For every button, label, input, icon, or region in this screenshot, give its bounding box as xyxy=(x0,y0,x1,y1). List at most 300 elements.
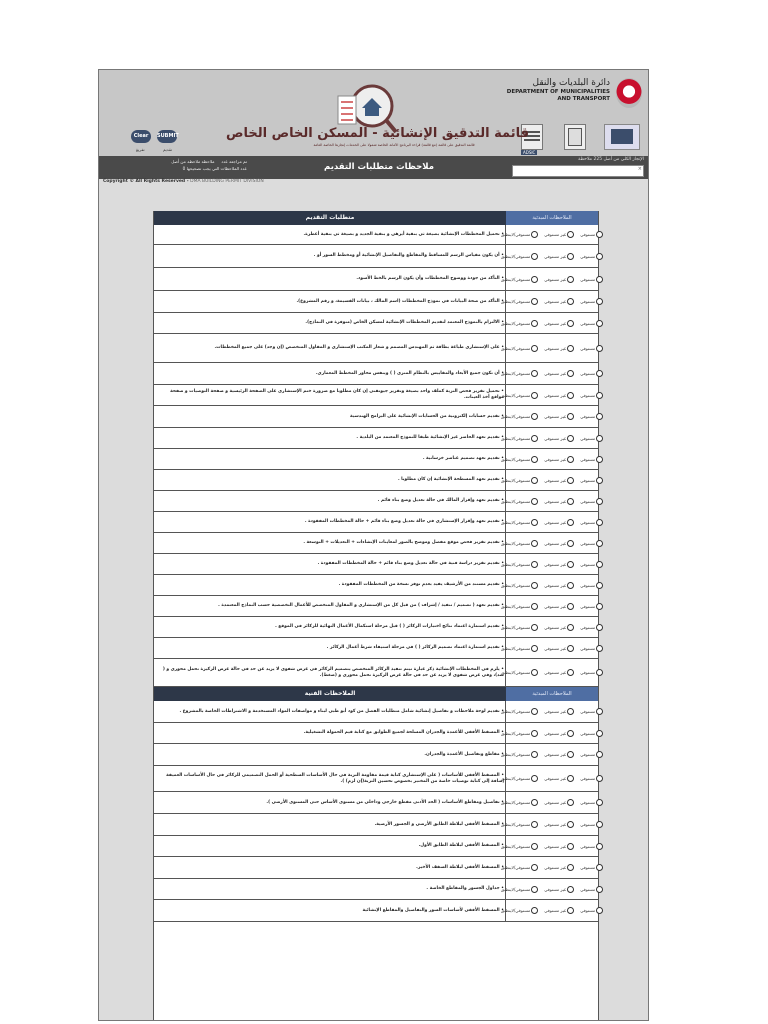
clear-label: تفريغ xyxy=(136,147,145,152)
checklist-row xyxy=(154,766,598,792)
requirement-text: • أن تكون جميع الأبعاد والمقاييس بالنظام المتري ( ) وبنفس محاور المخطط المعماري. xyxy=(315,370,504,376)
radio-icon[interactable] xyxy=(567,775,574,782)
noncompliant-radio[interactable] xyxy=(544,864,574,871)
checklist-row xyxy=(154,533,598,554)
compliant-radio[interactable] xyxy=(580,751,603,758)
noncompliant-radio[interactable] xyxy=(544,253,574,260)
radio-icon[interactable] xyxy=(531,370,538,377)
noncompliant-radio[interactable] xyxy=(544,751,574,758)
radio-icon[interactable] xyxy=(596,540,603,547)
radio-label: غير مستوفي xyxy=(544,730,567,736)
radio-icon[interactable] xyxy=(596,669,603,676)
na-radio[interactable] xyxy=(501,561,538,568)
radio-icon[interactable] xyxy=(531,624,538,631)
noncompliant-radio[interactable] xyxy=(544,775,574,782)
compliant-radio[interactable] xyxy=(580,730,603,737)
radio-label: مستوفي/لاينطبق xyxy=(500,865,531,870)
compliant-radio[interactable] xyxy=(580,603,603,610)
files-icon[interactable] xyxy=(564,124,586,150)
radio-icon[interactable] xyxy=(596,392,603,399)
status-options xyxy=(500,659,598,686)
radio-icon[interactable] xyxy=(567,345,574,352)
radio-label: غير مستوفي xyxy=(544,392,567,398)
review-summary xyxy=(102,158,247,172)
checklist-row xyxy=(154,291,598,313)
compliant-radio[interactable] xyxy=(580,561,603,568)
na-radio[interactable] xyxy=(501,456,538,463)
radio-icon[interactable] xyxy=(596,345,603,352)
na-radio[interactable] xyxy=(501,708,538,715)
checklist-row xyxy=(154,900,598,922)
radio-icon[interactable] xyxy=(596,708,603,715)
radio-icon[interactable] xyxy=(531,775,538,782)
na-radio[interactable] xyxy=(501,498,538,505)
radio-icon[interactable] xyxy=(567,821,574,828)
checklist-row xyxy=(154,406,598,428)
radio-icon[interactable] xyxy=(567,582,574,589)
radio-icon[interactable] xyxy=(531,864,538,871)
compliant-radio[interactable] xyxy=(580,320,603,327)
na-radio[interactable] xyxy=(501,751,538,758)
compliant-radio[interactable] xyxy=(580,519,603,526)
compliant-radio[interactable] xyxy=(580,540,603,547)
compliant-radio[interactable] xyxy=(580,886,603,893)
status-options xyxy=(500,533,598,553)
submit-label: تقديم xyxy=(163,147,173,152)
radio-icon[interactable] xyxy=(531,477,538,484)
progress-bar xyxy=(99,156,648,179)
compliant-radio[interactable] xyxy=(580,645,603,652)
compliant-radio[interactable] xyxy=(580,843,603,850)
radio-label: مستوفي/لاينطبق xyxy=(500,371,531,376)
radio-label: مستوفي/لاينطبق xyxy=(500,540,531,546)
radio-icon[interactable] xyxy=(596,370,603,377)
radio-icon[interactable] xyxy=(531,435,538,442)
radio-icon[interactable] xyxy=(596,624,603,631)
radio-label: غير مستوفي xyxy=(544,414,567,419)
radio-icon[interactable] xyxy=(567,413,574,420)
radio-icon[interactable] xyxy=(567,298,574,305)
status-options xyxy=(500,836,598,856)
radio-icon[interactable] xyxy=(531,456,538,463)
compliant-radio[interactable] xyxy=(580,864,603,871)
copyright-notice xyxy=(103,179,264,184)
radio-icon[interactable] xyxy=(531,392,538,399)
checklist-row xyxy=(154,575,598,596)
radio-icon[interactable] xyxy=(531,561,538,568)
radio-label: مستوفي xyxy=(580,561,596,567)
radio-icon[interactable] xyxy=(531,645,538,652)
na-radio[interactable] xyxy=(501,345,538,352)
radio-icon[interactable] xyxy=(567,231,574,238)
noncompliant-radio[interactable] xyxy=(544,730,574,737)
radio-label: غير مستوفي xyxy=(544,498,567,504)
requirement-text: • تفاصيل ومقاطع الأساسات ( الحد الأدنى مقطع خارجي وداخلي من مستوى الأساس حتى المستوى الأرضي ). xyxy=(266,799,504,805)
section-title: الملاحظات الفنية xyxy=(304,690,356,697)
status-options xyxy=(500,470,598,490)
radio-label: غير مستوفي xyxy=(544,800,567,805)
checklist-row xyxy=(154,470,598,491)
radio-label: مستوفي/لاينطبق xyxy=(500,299,531,304)
compliant-radio[interactable] xyxy=(580,298,603,305)
radio-label: مستوفي xyxy=(580,232,596,237)
radio-label: مستوفي xyxy=(580,414,596,419)
copyright-division: DMA BUILDING PERMIT DIVISION xyxy=(190,179,264,184)
na-radio[interactable] xyxy=(501,843,538,850)
status-column-header: الملاحظات المبدئية xyxy=(506,687,598,701)
noncompliant-radio[interactable] xyxy=(544,320,574,327)
radio-icon[interactable] xyxy=(531,413,538,420)
form-subtitle: قائمة التدقيق على قائمة (مع قائمة) قراءة البرنامج الأمانة الخاصة شمولا على الخدمات إنجازها الخاصة العامة xyxy=(313,143,475,147)
radio-icon[interactable] xyxy=(567,370,574,377)
checklist-row xyxy=(154,879,598,900)
radio-icon[interactable] xyxy=(596,320,603,327)
requirement-text: • أن يكون مقياس الرسم للمساقط والمقاطع والتفاصيل الإنشائية أو ومخطط السور أو . xyxy=(313,253,504,258)
na-radio[interactable] xyxy=(501,298,538,305)
radio-icon[interactable] xyxy=(567,519,574,526)
radio-icon[interactable] xyxy=(567,843,574,850)
na-radio[interactable] xyxy=(501,603,538,610)
noncompliant-radio[interactable] xyxy=(544,886,574,893)
radio-label: مستوفي/لاينطبق xyxy=(500,603,531,609)
na-radio[interactable] xyxy=(501,821,538,828)
na-radio[interactable] xyxy=(501,624,538,631)
requirement-text: • على الإستشاري طباعة بطاقة ثم المهندس المصمم و شعار المكتب الإستشاري و المقاول المتخصص (إن وجد) على جميع المخططات. xyxy=(214,345,504,350)
org-name-en-line2: AND TRANSPORT xyxy=(557,96,610,102)
radio-icon[interactable] xyxy=(567,498,574,505)
radio-icon[interactable] xyxy=(531,276,538,283)
checklist-form-page xyxy=(98,69,649,1021)
checklist-row xyxy=(154,744,598,766)
radio-icon[interactable] xyxy=(531,843,538,850)
radio-icon[interactable] xyxy=(567,603,574,610)
na-radio[interactable] xyxy=(501,413,538,420)
radio-label: مستوفي/لاينطبق xyxy=(500,320,531,326)
radio-icon[interactable] xyxy=(531,669,538,676)
noncompliant-radio[interactable] xyxy=(544,540,574,547)
requirement-text: • تقديم تعهد تصميم عناصر خرسانية . xyxy=(422,456,504,461)
requirement-text: • تقديم استمارة اعتماد تصميم الركائز ( ) في مرحلة استيفاء شرط أعمال الركائز . xyxy=(326,645,504,650)
radio-icon[interactable] xyxy=(567,624,574,631)
status-options xyxy=(500,766,598,791)
checklist-row xyxy=(154,554,598,575)
radio-label: غير مستوفي xyxy=(544,561,567,567)
noncompliant-radio[interactable] xyxy=(544,370,574,377)
compliant-radio[interactable] xyxy=(580,413,603,420)
radio-icon[interactable] xyxy=(596,864,603,871)
radio-icon[interactable] xyxy=(596,843,603,850)
radio-label: مستوفي xyxy=(580,345,596,351)
radio-label: غير مستوفي xyxy=(544,435,567,441)
submit-button[interactable]: SUBMIT xyxy=(157,130,177,143)
na-radio[interactable] xyxy=(501,435,538,442)
compliant-radio[interactable] xyxy=(580,345,603,352)
compliant-radio[interactable] xyxy=(580,392,603,399)
noncompliant-radio[interactable] xyxy=(544,498,574,505)
radio-icon[interactable] xyxy=(531,603,538,610)
radio-icon[interactable] xyxy=(567,320,574,327)
compliant-radio[interactable] xyxy=(580,477,603,484)
status-options xyxy=(500,792,598,813)
status-options xyxy=(500,638,598,658)
status-options xyxy=(500,723,598,743)
radio-icon[interactable] xyxy=(567,886,574,893)
noncompliant-radio[interactable] xyxy=(544,645,574,652)
requirement-text: • تقديم استمارة اعتماد نتائج اختبارات الركائز ( ) قبل مرحلة استكمال الأعمال النهائية للركائز في الموقع . xyxy=(275,624,504,629)
na-radio[interactable] xyxy=(501,864,538,871)
noncompliant-radio[interactable] xyxy=(544,435,574,442)
na-radio[interactable] xyxy=(501,645,538,652)
radio-label: غير مستوفي xyxy=(544,299,567,304)
radio-icon[interactable] xyxy=(531,886,538,893)
radio-icon[interactable] xyxy=(567,708,574,715)
radio-label: غير مستوفي xyxy=(544,908,567,913)
noncompliant-radio[interactable] xyxy=(544,456,574,463)
compliant-radio[interactable] xyxy=(580,370,603,377)
status-options xyxy=(500,406,598,427)
radio-label: مستوفي/لاينطبق xyxy=(500,800,531,805)
radio-icon[interactable] xyxy=(596,886,603,893)
radio-icon[interactable] xyxy=(596,799,603,806)
radio-icon[interactable] xyxy=(596,231,603,238)
radio-label: مستوفي xyxy=(580,456,596,462)
radio-icon[interactable] xyxy=(531,253,538,260)
completion-field[interactable] xyxy=(512,165,644,177)
radio-icon[interactable] xyxy=(596,561,603,568)
checklist-row xyxy=(154,245,598,268)
na-radio[interactable] xyxy=(501,370,538,377)
radio-label: مستوفي xyxy=(580,886,596,892)
radio-icon[interactable] xyxy=(596,253,603,260)
noncompliant-radio[interactable] xyxy=(544,603,574,610)
radio-icon[interactable] xyxy=(531,751,538,758)
radio-label: غير مستوفي xyxy=(544,645,567,651)
noncompliant-radio[interactable] xyxy=(544,519,574,526)
radio-icon[interactable] xyxy=(596,645,603,652)
status-options xyxy=(500,814,598,835)
radio-icon[interactable] xyxy=(567,540,574,547)
radio-icon[interactable] xyxy=(531,907,538,914)
radio-icon[interactable] xyxy=(531,821,538,828)
radio-icon[interactable] xyxy=(567,477,574,484)
noncompliant-radio[interactable] xyxy=(544,624,574,631)
form-title: قائمة التدقيق الإنشائية - المسكن الخاص الخاص xyxy=(225,126,529,141)
radio-icon[interactable] xyxy=(567,669,574,676)
radio-icon[interactable] xyxy=(567,864,574,871)
radio-label: مستوفي/لاينطبق xyxy=(500,456,531,462)
requirement-text: • المسقط الأفقي للأساسات ( على الإستشاري كتابة قيمة مقاومة التربة في حال الأساسات السطحية أو الحمل التصميمي للركائز في حال الأساسات العميقة إضافة إلى كتابة توصيات خاصة من المختبر بخصوص تحسين التربة(إن لزم) ). xyxy=(166,772,504,784)
requirement-text: • المسقط الأفقي للأعمدة والجدران المسلحة لجميع الطوابق مع كتابة قيم الحمولة التشغيلية. xyxy=(303,730,504,735)
noncompliant-radio[interactable] xyxy=(544,821,574,828)
radio-label: غير مستوفي xyxy=(544,776,567,781)
radio-icon[interactable] xyxy=(531,708,538,715)
noncompliant-radio[interactable] xyxy=(544,392,574,399)
radio-label: مستوفي/لاينطبق xyxy=(500,886,531,892)
radio-icon[interactable] xyxy=(596,603,603,610)
na-radio[interactable] xyxy=(501,392,538,399)
na-radio[interactable] xyxy=(501,907,538,914)
noncompliant-radio[interactable] xyxy=(544,843,574,850)
noncompliant-radio[interactable] xyxy=(544,907,574,914)
radio-icon[interactable] xyxy=(567,751,574,758)
checklist-row xyxy=(154,659,598,687)
radio-icon[interactable] xyxy=(567,456,574,463)
radio-label: غير مستوفي xyxy=(544,371,567,376)
radio-label: غير مستوفي xyxy=(544,843,567,849)
radio-label: غير مستوفي xyxy=(544,456,567,462)
radio-icon[interactable] xyxy=(567,907,574,914)
checklist-row xyxy=(154,701,598,723)
na-radio[interactable] xyxy=(501,231,538,238)
radio-label: مستوفي/لاينطبق xyxy=(500,843,531,849)
compliant-radio[interactable] xyxy=(580,799,603,806)
radio-icon[interactable] xyxy=(596,582,603,589)
radio-icon[interactable] xyxy=(567,561,574,568)
noncompliant-radio[interactable] xyxy=(544,345,574,352)
radio-icon[interactable] xyxy=(531,498,538,505)
radio-icon[interactable] xyxy=(531,519,538,526)
radio-icon[interactable] xyxy=(531,799,538,806)
na-radio[interactable] xyxy=(501,775,538,782)
na-radio[interactable] xyxy=(501,540,538,547)
compliant-radio[interactable] xyxy=(580,276,603,283)
radio-icon[interactable] xyxy=(596,775,603,782)
radio-label: غير مستوفي xyxy=(544,540,567,546)
na-radio[interactable] xyxy=(501,477,538,484)
compliant-radio[interactable] xyxy=(580,708,603,715)
radio-icon[interactable] xyxy=(596,477,603,484)
na-radio[interactable] xyxy=(501,253,538,260)
radio-icon[interactable] xyxy=(567,730,574,737)
noncompliant-radio[interactable] xyxy=(544,276,574,283)
requirement-text: • المسقط الأفقي لبلاطة السقف الأخير. xyxy=(416,864,504,870)
radio-icon[interactable] xyxy=(596,498,603,505)
radio-label: مستوفي xyxy=(580,320,596,326)
status-options xyxy=(500,363,598,384)
noncompliant-radio[interactable] xyxy=(544,413,574,420)
radio-icon[interactable] xyxy=(567,645,574,652)
radio-icon[interactable] xyxy=(596,276,603,283)
requirement-text: • التأكد من صحة البيانات في نموذج المخططات (اسم المالك ، بيانات القسيمة، و رقم المشروع). xyxy=(296,298,504,304)
radio-icon[interactable] xyxy=(531,345,538,352)
checklist-row xyxy=(154,268,598,291)
requirement-text: • التأكد من جودة ووضوح المخططات وأن يكون الرسم بالخط الأسود. xyxy=(356,276,504,281)
radio-label: غير مستوفي xyxy=(544,752,567,757)
section-title: ملاحظات متطلبات التقديم xyxy=(324,162,434,172)
radio-icon[interactable] xyxy=(596,821,603,828)
checklist-row xyxy=(154,723,598,744)
radio-label: مستوفي xyxy=(580,776,596,781)
radio-icon[interactable] xyxy=(596,519,603,526)
radio-icon[interactable] xyxy=(531,320,538,327)
radio-label: مستوفي xyxy=(580,908,596,913)
reviewed-prefix: تم مراجعة عدد xyxy=(221,159,247,164)
radio-label: مستوفي xyxy=(580,843,596,849)
radio-icon[interactable] xyxy=(531,582,538,589)
radio-icon[interactable] xyxy=(567,435,574,442)
status-options xyxy=(500,245,598,267)
radio-icon[interactable] xyxy=(596,907,603,914)
radio-label: غير مستوفي xyxy=(544,886,567,892)
noncompliant-radio[interactable] xyxy=(544,799,574,806)
requirement-text: • تحميل تقرير فحص التربة كملف واحد بصيغة وتقرير جيوتقني إن كان مطلوبا مع ضرورة ختم الإستشاري على الصفحة الرئيسية و صفحة التوصيات و صفحة مواقع أخذ العينات. xyxy=(170,389,504,400)
noncompliant-radio[interactable] xyxy=(544,231,574,238)
close-icon[interactable]: × xyxy=(637,166,642,172)
noncompliant-radio[interactable] xyxy=(544,298,574,305)
radio-icon[interactable] xyxy=(596,413,603,420)
requirement-text: • تقديم تعهد الحاضر غير الإنشائية طبقا للنموذج المعتمد من البلدية . xyxy=(356,435,504,440)
checklist-icon[interactable] xyxy=(604,124,640,150)
compliant-radio[interactable] xyxy=(580,624,603,631)
compliant-radio[interactable] xyxy=(580,775,603,782)
noncompliant-radio[interactable] xyxy=(544,582,574,589)
checklist-row xyxy=(154,814,598,836)
radio-icon[interactable] xyxy=(567,392,574,399)
na-radio[interactable] xyxy=(501,669,538,676)
na-radio[interactable] xyxy=(501,886,538,893)
radio-icon[interactable] xyxy=(596,751,603,758)
radio-icon[interactable] xyxy=(596,435,603,442)
radio-icon[interactable] xyxy=(596,730,603,737)
compliant-radio[interactable] xyxy=(580,253,603,260)
radio-icon[interactable] xyxy=(596,298,603,305)
radio-icon[interactable] xyxy=(531,540,538,547)
na-radio[interactable] xyxy=(501,582,538,589)
na-radio[interactable] xyxy=(501,320,538,327)
compliant-radio[interactable] xyxy=(580,456,603,463)
compliant-radio[interactable] xyxy=(580,582,603,589)
noncompliant-radio[interactable] xyxy=(544,477,574,484)
radio-label: مستوفي xyxy=(580,645,596,651)
radio-label: مستوفي xyxy=(580,603,596,609)
na-radio[interactable] xyxy=(501,799,538,806)
noncompliant-radio[interactable] xyxy=(544,561,574,568)
radio-icon[interactable] xyxy=(596,456,603,463)
radio-icon[interactable] xyxy=(567,276,574,283)
checklist-row xyxy=(154,596,598,617)
clear-button[interactable]: Clear xyxy=(131,130,151,143)
radio-label: مستوفي xyxy=(580,670,596,675)
status-options xyxy=(500,900,598,921)
noncompliant-radio[interactable] xyxy=(544,708,574,715)
radio-icon[interactable] xyxy=(531,231,538,238)
requirement-text: • تقديم لوحة ملاحظات و تفاصيل إنشائية شامل متطلبات الفصل من كود أبو ظبي لبناء و مواصفات المواد المستخدمة و الاشتراطات الخاصة بالمشروع . xyxy=(179,708,504,714)
requirement-text: • تقديم تعهد وإقرار الإستشاري في حالة تعديل وضع بناء قائم + حالة المخططات المفقودة . xyxy=(304,519,504,524)
corrections-label: عدد الملاحظات التي يجب تصحيحها xyxy=(186,166,247,171)
na-radio[interactable] xyxy=(501,519,538,526)
compliant-radio[interactable] xyxy=(580,907,603,914)
compliant-radio[interactable] xyxy=(580,821,603,828)
radio-icon[interactable] xyxy=(567,799,574,806)
radio-label: غير مستوفي xyxy=(544,624,567,630)
status-options xyxy=(500,554,598,574)
requirement-text: • المسقط الأفقي لبلاطة الطابق الأول. xyxy=(418,843,504,848)
compliant-radio[interactable] xyxy=(580,435,603,442)
doc-badge: ADSIC xyxy=(523,150,536,155)
noncompliant-radio[interactable] xyxy=(544,669,574,676)
na-radio[interactable] xyxy=(501,276,538,283)
radio-icon[interactable] xyxy=(531,730,538,737)
radio-label: مستوفي/لاينطبق xyxy=(500,730,531,736)
compliant-radio[interactable] xyxy=(580,669,603,676)
checklist-row xyxy=(154,428,598,449)
checklist-row xyxy=(154,792,598,814)
radio-icon[interactable] xyxy=(567,253,574,260)
compliant-radio[interactable] xyxy=(580,231,603,238)
compliant-radio[interactable] xyxy=(580,498,603,505)
radio-icon[interactable] xyxy=(531,298,538,305)
na-radio[interactable] xyxy=(501,730,538,737)
